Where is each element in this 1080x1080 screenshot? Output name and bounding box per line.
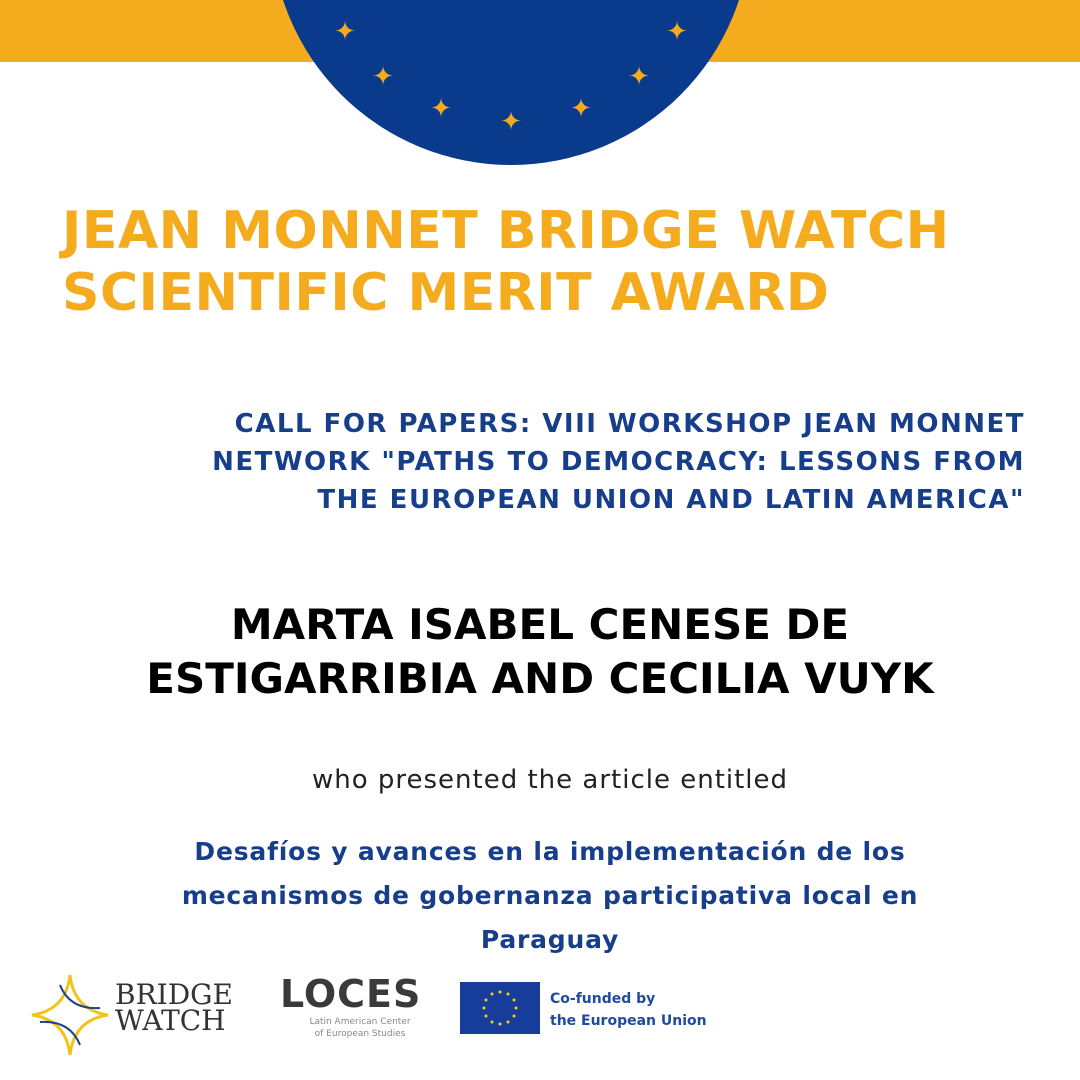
article-line: mecanismos de gobernanza participativa local en (181, 881, 919, 910)
awardee-names (0, 598, 1080, 706)
logos-row (30, 970, 750, 1060)
title-line: JEAN MONNET BRIDGE WATCH (62, 201, 950, 261)
title-line: SCIENTIFIC MERIT AWARD (62, 263, 830, 323)
call-line: CALL FOR PAPERS: VIII WORKSHOP JEAN MONNET (234, 409, 1025, 439)
bridge-watch-star-icon (30, 970, 110, 1060)
loces-sub: of European Studies (314, 1029, 406, 1039)
loces-logo (280, 972, 440, 1040)
intro-text: who presented the article entitled (311, 765, 789, 795)
star-icon: ✦ (372, 62, 394, 92)
call-line: NETWORK "PATHS TO DEMOCRACY: LESSONS FROM (212, 447, 1025, 477)
eu-line: Co-funded by (550, 991, 656, 1007)
names-line: MARTA ISABEL CENESE DE (230, 600, 850, 649)
eu-flag-icon (460, 982, 540, 1034)
names-line: ESTIGARRIBIA AND CECILIA VUYK (146, 654, 934, 703)
star-icon: ✦ (334, 17, 356, 47)
bridge-watch-logo (30, 970, 250, 1060)
star-icon: ✦ (628, 62, 650, 92)
star-icon: ✦ (500, 107, 522, 137)
loces-sub: Latin American Center (309, 1017, 411, 1027)
star-icon: ✦ (430, 94, 452, 124)
bw-line: WATCH (115, 1004, 226, 1037)
star-icon: ✦ (570, 94, 592, 124)
star-icon: ✦ (666, 17, 688, 47)
award-title (62, 200, 950, 324)
article-line: Desafíos y avances en la implementación de los (194, 837, 906, 866)
call-for-papers (65, 405, 1025, 519)
eu-cofunded-text (550, 988, 707, 1032)
call-line: THE EUROPEAN UNION AND LATIN AMERICA" (317, 485, 1025, 515)
loces-name: LOCES (280, 972, 422, 1016)
bw-line: BRIDGE (115, 978, 233, 1011)
article-line: Paraguay (480, 925, 620, 954)
article-title (0, 830, 1080, 962)
eu-line: the European Union (550, 1013, 707, 1029)
